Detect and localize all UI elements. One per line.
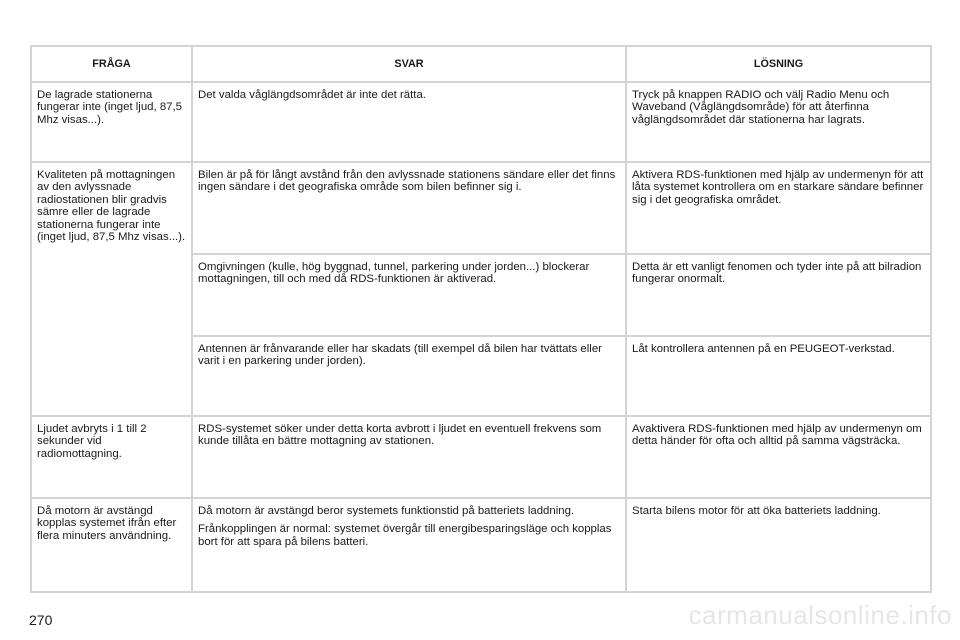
- answer-cell: [192, 162, 626, 254]
- solution-cell: Detta är ett vanligt fenomen och tyder inte på att bilradion fungerar onormalt.: [626, 254, 931, 336]
- answer-cell: [192, 416, 626, 498]
- answer-text: Då motorn är avstängd beror systemets funktionstid på batteriets laddning.: [198, 505, 575, 517]
- answer-text: Antennen är frånvarande eller har skadats (till exempel då bilen har tvättats eller varit i en parkering under jorden).: [198, 343, 602, 368]
- answer-cell: [192, 336, 626, 416]
- table-header-row: [31, 46, 931, 82]
- answer-cell: [192, 254, 626, 336]
- answer-text: Bilen är på för långt avstånd från den avlyssnade stationens sändare eller det finns ingen sändare i det geografiska område som bilen befinner sig i.: [198, 169, 616, 194]
- answer-text: RDS-systemet söker under detta korta avbrott i ljudet en eventuell frekvens som kunde tillåta en bättre mottagning av stationen.: [198, 423, 602, 448]
- solution-cell: Aktivera RDS-funktionen med hjälp av undermenyn för att låta systemet kontrollera om en starkare sändare befinner sig i det geografiska området.: [626, 162, 931, 254]
- answer-text: Frånkopplingen är normal: systemet övergår till energibesparingsläge och kopplas bort för att spara på bilens batteri.: [198, 523, 612, 548]
- question-cell: Ljudet avbryts i 1 till 2 sekunder vid radiomottagning.: [31, 416, 192, 498]
- answer-text: Det valda våglängdsområdet är inte det rätta.: [198, 89, 426, 101]
- table-row: [31, 416, 931, 498]
- question-cell: De lagrade stationerna fungerar inte (inget ljud, 87,5 Mhz visas...).: [31, 82, 192, 162]
- question-cell: Kvaliteten på mottagningen av den avlyssnade radiostationen blir gradvis sämre eller de lagrade stationerna fungerar inte (inget ljud, 87,5 Mhz visas...).: [31, 162, 192, 416]
- header-question: FRÅGA: [31, 46, 192, 82]
- header-answer: SVAR: [192, 46, 626, 82]
- answer-cell: [192, 498, 626, 592]
- troubleshooting-table: [30, 45, 932, 593]
- table-row: [31, 82, 931, 162]
- table-row: [31, 498, 931, 592]
- table-row: [31, 162, 931, 254]
- page-number: 270: [29, 612, 53, 628]
- solution-cell: Låt kontrollera antennen på en PEUGEOT-verkstad.: [626, 336, 931, 416]
- solution-cell: Avaktivera RDS-funktionen med hjälp av undermenyn om detta händer för ofta och alltid på samma vägsträcka.: [626, 416, 931, 498]
- solution-cell: Tryck på knappen RADIO och välj Radio Menu och Waveband (Våglängdsområde) för att återfinna våglängdsområdet där stationerna har lagrats.: [626, 82, 931, 162]
- answer-text: Omgivningen (kulle, hög byggnad, tunnel, parkering under jorden...) blockerar mottagningen, till och med då RDS-funktionen är aktiverad.: [198, 261, 590, 286]
- solution-cell: Starta bilens motor för att öka batteriets laddning.: [626, 498, 931, 592]
- answer-cell: [192, 82, 626, 162]
- header-solution: LÖSNING: [626, 46, 931, 82]
- question-cell: Då motorn är avstängd kopplas systemet ifrån efter flera minuters användning.: [31, 498, 192, 592]
- watermark: carmanualsonline.info: [688, 600, 952, 630]
